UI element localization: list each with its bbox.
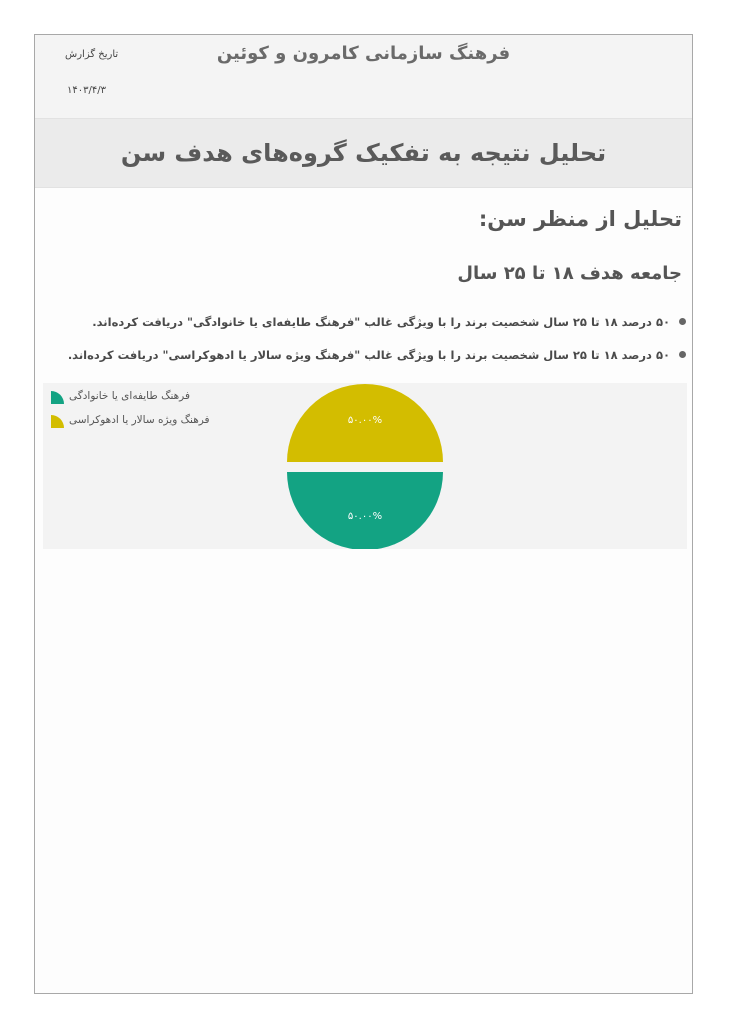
section-banner	[35, 118, 692, 188]
report-date-label: تاریخ گزارش	[65, 49, 119, 60]
finding-text: ۵۰ درصد ۱۸ تا ۲۵ سال شخصیت برند را با ویژگی غالب "فرهنگ طایفه‌ای یا خانوادگی" دریافت کرده‌اند.	[92, 315, 670, 329]
bullet-icon	[679, 318, 686, 325]
pie-chart-panel	[43, 383, 687, 549]
pie-data-label-0: ۵۰.۰۰%	[347, 510, 383, 522]
analysis-heading: تحلیل از منظر سن:	[478, 207, 682, 231]
finding-item	[46, 347, 686, 380]
org-title: فرهنگ سازمانی کامرون و کوئین	[216, 43, 511, 64]
legend-label: فرهنگ طایفه‌ای یا خانوادگی	[69, 390, 190, 402]
pie-data-label-1: ۵۰.۰۰%	[347, 415, 383, 427]
finding-item	[46, 314, 686, 347]
finding-text: ۵۰ درصد ۱۸ تا ۲۵ سال شخصیت برند را با ویژگی غالب "فرهنگ ویژه سالار یا ادهوکراسی" دریافت کرده‌اند.	[67, 348, 670, 362]
bullet-icon	[679, 351, 686, 358]
legend-label: فرهنگ ویژه سالار یا ادهوکراسی	[69, 414, 210, 426]
pie-chart	[43, 383, 687, 549]
findings-list	[46, 314, 686, 380]
report-page	[34, 34, 693, 994]
age-group-heading: جامعه هدف ۱۸ تا ۲۵ سال	[457, 263, 682, 284]
report-date-value: ۱۴۰۳/۴/۳	[67, 85, 106, 96]
section-title: تحلیل نتیجه به تفکیک گروه‌های هدف سن	[120, 139, 607, 167]
report-header	[35, 35, 692, 118]
